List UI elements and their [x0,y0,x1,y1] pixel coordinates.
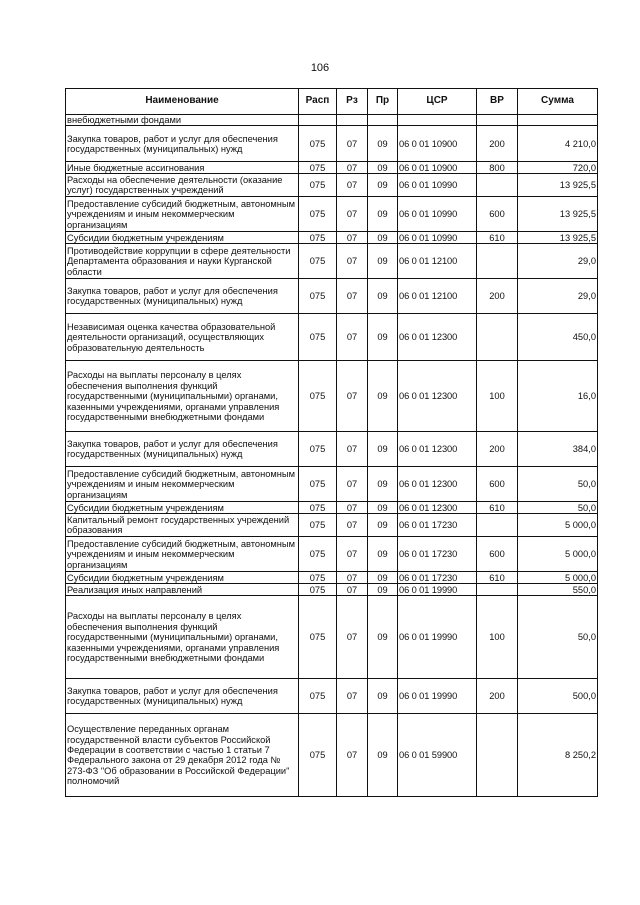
cell-rasp: 075 [299,162,337,174]
column-header-pr: Пр [368,89,398,115]
table-row [66,174,598,197]
cell-sum: 13 925,5 [518,232,598,244]
cell-rasp: 075 [299,279,337,314]
table-row [66,115,598,126]
cell-rz: 07 [337,537,368,572]
table-row [66,279,598,314]
cell-csr: 06 0 01 17230 [398,514,477,537]
cell-sum: 50,0 [518,596,598,679]
cell-rasp: 075 [299,467,337,502]
cell-rasp: 075 [299,502,337,514]
cell-sum: 50,0 [518,502,598,514]
cell-rasp: 075 [299,514,337,537]
table-row [66,572,598,584]
cell-sum: 550,0 [518,584,598,596]
cell-rasp: 075 [299,537,337,572]
cell-vr: 100 [477,596,518,679]
cell-vr [477,584,518,596]
budget-table [65,88,598,797]
cell-rasp: 075 [299,197,337,232]
cell-pr: 09 [368,537,398,572]
cell-name: Закупка товаров, работ и услуг для обеспечения государственных (муниципальных) нужд [66,279,299,314]
table-row [66,126,598,162]
cell-rz: 07 [337,162,368,174]
cell-pr: 09 [368,197,398,232]
cell-rz: 07 [337,361,368,432]
cell-csr: 06 0 01 12300 [398,502,477,514]
cell-rasp: 075 [299,432,337,467]
cell-name: Расходы на выплаты персоналу в целях обеспечения выполнения функций государственными (муниципальными) органами, казенными учреждениями, органами управления государственными внебюджетными фондами [66,361,299,432]
cell-sum: 720,0 [518,162,598,174]
cell-vr: 610 [477,572,518,584]
cell-pr: 09 [368,572,398,584]
cell-name: Независимая оценка качества образовательной деятельности организаций, осуществляющих образовательную деятельность [66,314,299,361]
table-header-row [66,89,598,115]
cell-vr [477,314,518,361]
cell-vr: 610 [477,232,518,244]
cell-pr: 09 [368,596,398,679]
cell-pr: 09 [368,232,398,244]
cell-rasp: 075 [299,572,337,584]
cell-name: Противодействие коррупции в сфере деятельности Департамента образования и науки Курганской области [66,244,299,279]
cell-sum: 4 210,0 [518,126,598,162]
cell-csr: 06 0 01 19990 [398,584,477,596]
cell-rz [337,115,368,126]
cell-name: Реализация иных направлений [66,584,299,596]
table-row [66,197,598,232]
cell-csr: 06 0 01 12100 [398,279,477,314]
cell-name: Капитальный ремонт государственных учреждений образования [66,514,299,537]
cell-csr: 06 0 01 10900 [398,126,477,162]
column-header-vr: ВР [477,89,518,115]
cell-sum: 5 000,0 [518,572,598,584]
cell-rasp: 075 [299,714,337,797]
cell-name: Субсидии бюджетным учреждениям [66,572,299,584]
cell-csr: 06 0 01 12300 [398,432,477,467]
table-row [66,244,598,279]
cell-name: внебюджетными фондами [66,115,299,126]
cell-sum [518,115,598,126]
cell-pr: 09 [368,514,398,537]
cell-pr: 09 [368,279,398,314]
cell-vr: 200 [477,679,518,714]
cell-pr: 09 [368,467,398,502]
cell-rz: 07 [337,714,368,797]
cell-name: Предоставление субсидий бюджетным, автономным учреждениям и иным некоммерческим организациям [66,197,299,232]
cell-csr: 06 0 01 17230 [398,572,477,584]
cell-rz: 07 [337,467,368,502]
cell-pr: 09 [368,174,398,197]
column-header-name: Наименование [66,89,299,115]
cell-csr: 06 0 01 17230 [398,537,477,572]
cell-rasp: 075 [299,361,337,432]
cell-vr: 600 [477,537,518,572]
cell-sum: 50,0 [518,467,598,502]
cell-csr: 06 0 01 12100 [398,244,477,279]
cell-rasp: 075 [299,584,337,596]
cell-pr: 09 [368,432,398,467]
cell-csr: 06 0 01 10990 [398,197,477,232]
cell-vr: 100 [477,361,518,432]
cell-csr: 06 0 01 12300 [398,467,477,502]
table-row [66,584,598,596]
cell-vr [477,174,518,197]
cell-name: Субсидии бюджетным учреждениям [66,502,299,514]
cell-rasp: 075 [299,174,337,197]
cell-vr: 600 [477,467,518,502]
cell-sum: 29,0 [518,244,598,279]
cell-rz: 07 [337,572,368,584]
table-row [66,596,598,679]
cell-vr: 200 [477,432,518,467]
cell-name: Закупка товаров, работ и услуг для обеспечения государственных (муниципальных) нужд [66,432,299,467]
table-row [66,714,598,797]
cell-name: Закупка товаров, работ и услуг для обеспечения государственных (муниципальных) нужд [66,679,299,714]
table-row [66,432,598,467]
column-header-csr: ЦСР [398,89,477,115]
cell-pr: 09 [368,714,398,797]
table-body [66,115,598,797]
table-row [66,467,598,502]
cell-rz: 07 [337,232,368,244]
cell-rz: 07 [337,244,368,279]
cell-rz: 07 [337,279,368,314]
cell-pr: 09 [368,162,398,174]
cell-rz: 07 [337,514,368,537]
cell-sum: 5 000,0 [518,514,598,537]
cell-sum: 16,0 [518,361,598,432]
cell-rz: 07 [337,432,368,467]
table-row [66,232,598,244]
cell-sum: 8 250,2 [518,714,598,797]
cell-pr: 09 [368,584,398,596]
column-header-rz: Рз [337,89,368,115]
cell-rz: 07 [337,314,368,361]
cell-sum: 450,0 [518,314,598,361]
cell-sum: 500,0 [518,679,598,714]
cell-rz: 07 [337,197,368,232]
cell-vr [477,514,518,537]
cell-name: Расходы на обеспечение деятельности (оказание услуг) государственных учреждений [66,174,299,197]
cell-pr: 09 [368,126,398,162]
table-row [66,514,598,537]
cell-name: Предоставление субсидий бюджетным, автономным учреждениям и иным некоммерческим организациям [66,537,299,572]
cell-name: Предоставление субсидий бюджетным, автономным учреждениям и иным некоммерческим организациям [66,467,299,502]
cell-csr: 06 0 01 19990 [398,679,477,714]
cell-csr: 06 0 01 19990 [398,596,477,679]
cell-vr [477,115,518,126]
cell-csr: 06 0 01 12300 [398,314,477,361]
column-header-sum: Сумма [518,89,598,115]
cell-rasp [299,115,337,126]
cell-csr: 06 0 01 59900 [398,714,477,797]
cell-rz: 07 [337,126,368,162]
cell-name: Иные бюджетные ассигнования [66,162,299,174]
cell-rasp: 075 [299,244,337,279]
table-row [66,679,598,714]
cell-csr: 06 0 01 10990 [398,232,477,244]
cell-vr: 200 [477,126,518,162]
cell-sum: 5 000,0 [518,537,598,572]
table-row [66,502,598,514]
cell-csr [398,115,477,126]
cell-rasp: 075 [299,126,337,162]
cell-pr: 09 [368,244,398,279]
table-row [66,537,598,572]
cell-rz: 07 [337,174,368,197]
cell-rasp: 075 [299,679,337,714]
table-row [66,162,598,174]
cell-sum: 384,0 [518,432,598,467]
cell-csr: 06 0 01 10900 [398,162,477,174]
cell-csr: 06 0 01 12300 [398,361,477,432]
cell-name: Субсидии бюджетным учреждениям [66,232,299,244]
cell-name: Расходы на выплаты персоналу в целях обеспечения выполнения функций государственными (муниципальными) органами, казенными учреждениями, органами управления государственными внебюджетными фондами [66,596,299,679]
cell-vr: 800 [477,162,518,174]
cell-pr: 09 [368,679,398,714]
cell-vr: 610 [477,502,518,514]
cell-rz: 07 [337,596,368,679]
cell-name: Закупка товаров, работ и услуг для обеспечения государственных (муниципальных) нужд [66,126,299,162]
page-number: 106 [310,62,330,74]
cell-vr [477,714,518,797]
cell-pr: 09 [368,361,398,432]
cell-rz: 07 [337,679,368,714]
cell-sum: 13 925,5 [518,197,598,232]
cell-vr [477,244,518,279]
cell-vr: 200 [477,279,518,314]
cell-sum: 13 925,5 [518,174,598,197]
cell-vr: 600 [477,197,518,232]
cell-rasp: 075 [299,596,337,679]
cell-pr: 09 [368,502,398,514]
cell-sum: 29,0 [518,279,598,314]
cell-rz: 07 [337,502,368,514]
table-row [66,314,598,361]
column-header-rasp: Расп [299,89,337,115]
cell-name: Осуществление переданных органам государственной власти субъектов Российской Федерации в соответствии с частью 1 статьи 7 Федерального закона от 29 декабря 2012 года № 273-ФЗ "Об образовании в Российской Федерации" полномочий [66,714,299,797]
cell-pr [368,115,398,126]
cell-rasp: 075 [299,314,337,361]
cell-csr: 06 0 01 10990 [398,174,477,197]
table-row [66,361,598,432]
cell-rasp: 075 [299,232,337,244]
cell-pr: 09 [368,314,398,361]
cell-rz: 07 [337,584,368,596]
